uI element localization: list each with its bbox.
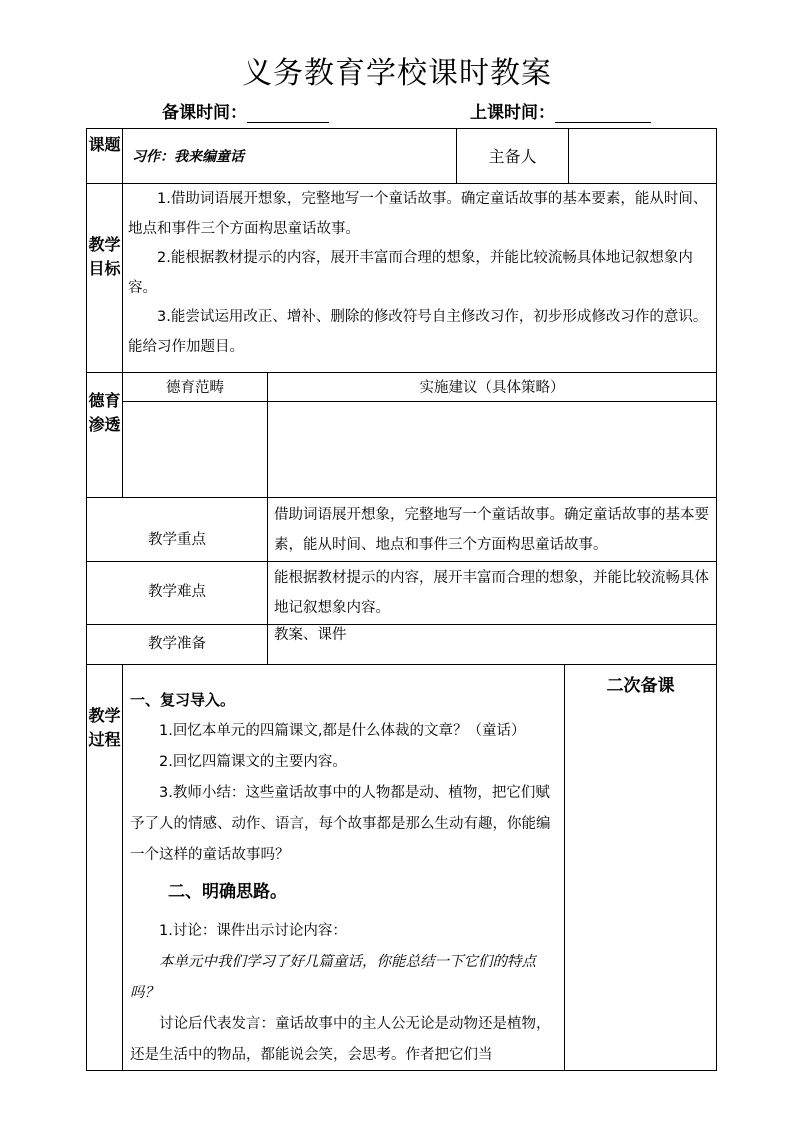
section2-title: 二、明确思路。 [168,882,287,902]
moral-label: 德育渗透 [88,391,121,434]
topic-value: 习作：我来编童话 [132,149,244,165]
class-time-label: 上课时间： [470,103,555,123]
section1-item: 2.回忆四篇课文的主要内容。 [159,754,347,770]
objectives-label: 教学目标 [88,235,121,278]
moral-col2-header: 实施建议（具体策略） [419,380,565,396]
section1-title: 一、复习导入。 [130,691,236,709]
key-point-value: 借助词语展开想象，完整地写一个童话故事。确定童话故事的基本要素，能从时间、地点和事件三个方面构思童话故事。 [274,507,709,553]
preparer-label: 主备人 [488,147,537,166]
objective-item: 1.借助词语展开想象，完整地写一个童话故事。确定童话故事的基本要素，能从时间、地点和事件三个方面构思童话故事。 [128,191,708,237]
section2-item: 1.讨论：课件出示讨论内容： [159,923,347,939]
prep-time-label: 备课时间： [162,103,247,123]
document-title: 义务教育学校课时教案 [242,56,552,91]
difficulty-value: 能根据教材提示的内容，展开丰富而合理的想象，并能比较流畅具体地记叙想象内容。 [274,570,709,616]
prep-time-blank[interactable] [247,104,329,123]
section1-item: 3.教师小结：这些童话故事中的人物都是动、植物，把它们赋予了人的情感、动作、语言，每个故事都是那么生动有趣，你能编一个这样的童话故事吗？ [130,785,551,863]
moral-col1-header: 德育范畴 [166,380,224,396]
class-time-field [470,98,651,123]
section2-item: 讨论后代表发言：童话故事中的主人公无论是动物还是植物，还是生活中的物品，都能说会笑，会思考。作者把它们当 [130,1016,551,1063]
difficulty-label: 教学难点 [148,584,206,600]
key-point-label: 教学重点 [148,532,206,548]
class-time-blank[interactable] [555,104,651,123]
prep-time-field [162,98,329,123]
section2-item: 本单元中我们学习了好几篇童话，你能总结一下它们的特点吗？ [130,954,536,1001]
second-prep-label: 二次备课 [606,676,675,696]
preparation-label: 教学准备 [148,636,206,652]
process-label: 教学过程 [88,706,121,749]
topic-label: 课题 [88,135,121,154]
objective-item: 2.能根据教材提示的内容，展开丰富而合理的想象，并能比较流畅具体地记叙想象内容。 [128,250,693,296]
preparation-value: 教案、课件 [274,627,347,643]
objectives-content [128,185,712,362]
section1-item: 1.回忆本单元的四篇课文,都是什么体裁的文章？（童话） [159,723,526,739]
objective-item: 3.能尝试运用改正、增补、删除的修改符号自主修改习作，初步形成修改习作的意识。能给习作加题目。 [128,309,708,355]
process-content [130,685,562,1071]
